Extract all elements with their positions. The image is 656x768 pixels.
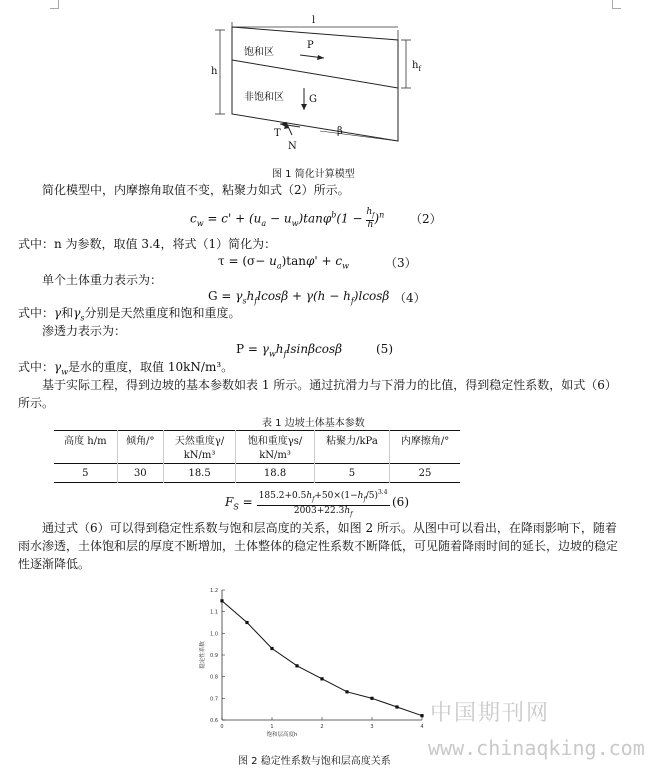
series-line bbox=[222, 601, 422, 716]
equation-6-number: (6) bbox=[392, 495, 409, 509]
x-tick-label: 1 bbox=[270, 724, 274, 730]
data-point bbox=[245, 621, 248, 624]
saturated-zone-label: 饱和区 bbox=[244, 47, 274, 58]
parameters-table bbox=[54, 430, 460, 483]
paragraph-5: 渗透力表示为： bbox=[42, 324, 127, 338]
table-cell: 18.8 bbox=[236, 464, 315, 483]
data-point bbox=[220, 599, 223, 602]
paragraph-1: 简化模型中，内摩擦角取值不变，粘聚力如式（2）所示。 bbox=[42, 183, 350, 197]
label-T: T bbox=[274, 128, 281, 139]
table-header-cell: 粘聚力/kPa bbox=[314, 431, 389, 448]
x-tick-label: 3 bbox=[370, 724, 374, 730]
table-unit-cell bbox=[117, 447, 163, 464]
y-axis-label: 稳定性系数 bbox=[200, 641, 206, 669]
table-cell: 18.5 bbox=[163, 464, 235, 483]
label-hf: $h_f$ bbox=[412, 60, 422, 73]
table-cell: 5 bbox=[54, 464, 117, 483]
table-unit-cell bbox=[54, 447, 117, 464]
y-tick-label: 1.0 bbox=[210, 631, 218, 638]
y-tick-label: 1.2 bbox=[210, 588, 218, 594]
table-header-cell: 倾角/° bbox=[117, 431, 163, 448]
equation-5-number: (5) bbox=[376, 342, 393, 356]
equation-4-number: （4） bbox=[394, 291, 426, 305]
figure-2-caption: 图 2 稳定性系数与饱和层高度关系 bbox=[238, 756, 391, 767]
label-G: G bbox=[309, 94, 317, 105]
table-header-cell: 内摩擦角/° bbox=[400, 435, 450, 447]
table-1-caption: 表 1 边坡土体基本参数 bbox=[262, 418, 365, 429]
paragraph-4: 式中：γ和$\gamma_s$分别是天然重度和饱和重度。 bbox=[18, 306, 241, 323]
x-tick-label: 2 bbox=[320, 724, 324, 730]
equation-3: $\tau = (\sigma- u_a)\tan\varphi' + c_w$ bbox=[218, 254, 349, 271]
table-cell: 30 bbox=[117, 464, 163, 483]
table-cell: 25 bbox=[418, 467, 432, 479]
paragraph-8-line-3: 性逐渐降低。 bbox=[18, 557, 91, 571]
table-cell: 5 bbox=[314, 464, 389, 483]
paragraph-8-line-1: 通过式（6）可以得到稳定性系数与饱和层高度的关系，如图 2 所示。从图中可以看出，在降雨影响下，随着 bbox=[42, 521, 617, 535]
label-l: l bbox=[312, 15, 316, 26]
data-point bbox=[370, 697, 373, 700]
paragraph-7-line-1: 基于实际工程，得到边坡的基本参数如表 1 所示。通过抗滑力与下滑力的比值，得到稳定性系数，如式（6） bbox=[42, 378, 617, 392]
table-header-row bbox=[54, 431, 460, 448]
paragraph-8-line-2: 雨水渗透，土体饱和层的厚度不断增加，土体整体的稳定性系数不断降低，可见随着降雨时间的延长，边坡的稳定 bbox=[18, 539, 619, 553]
equation-4: $G = \gamma_sh_flcos\beta + \gamma(h - h_f)lcos\beta$ bbox=[208, 289, 390, 306]
label-h: h bbox=[211, 66, 218, 77]
y-tick-label: 0.7 bbox=[210, 696, 218, 703]
figure-1-caption: 图 1 简化计算模型 bbox=[272, 169, 355, 180]
paragraph-3: 单个土体重力表示为： bbox=[42, 273, 163, 287]
data-point bbox=[320, 677, 323, 680]
data-point bbox=[295, 664, 298, 667]
corner-mark-left bbox=[50, 0, 59, 9]
paragraph-2: 式中：n 为参数，取值 3.4，将式（1）简化为： bbox=[18, 237, 277, 251]
table-header-cell: 饱和重度γs/ bbox=[236, 431, 315, 448]
table-unit-cell bbox=[314, 447, 389, 464]
watermark-cn: 中国期刊网 bbox=[430, 701, 551, 726]
table-unit-row bbox=[54, 447, 460, 464]
label-N: N bbox=[288, 141, 297, 152]
equation-2: $c_w = c' + (u_a - u_w)\tan\varphi^b(1$ − $\frac{h_f}{h}$ )$^n$ bbox=[190, 207, 385, 230]
table-header-cell: 高度 h/m bbox=[54, 431, 117, 448]
y-tick-label: 0.6 bbox=[210, 718, 218, 724]
equation-5: $P = \gamma_wh_flsin\beta\cos\beta$ bbox=[236, 342, 343, 359]
x-tick-label: 0 bbox=[220, 724, 224, 730]
data-point bbox=[345, 690, 348, 693]
x-tick-label: 4 bbox=[420, 724, 424, 730]
data-point bbox=[395, 705, 398, 708]
equation-6: $F_S$ = $\frac{185.2+0.5h_f+50\times(1-h_f/5)^{3.4}}{2003+22.3h_f}$ bbox=[225, 489, 388, 518]
beta-base-line bbox=[320, 131, 398, 141]
table-header-cell: 天然重度γ/ bbox=[163, 431, 235, 448]
table-unit-cell: kN/m³ bbox=[163, 447, 235, 464]
stability-chart bbox=[190, 582, 440, 742]
table-unit-cell: kN/m³ bbox=[236, 447, 315, 464]
equation-2-number: （2） bbox=[410, 212, 442, 226]
table-row bbox=[54, 464, 460, 483]
y-tick-label: 0.9 bbox=[210, 653, 218, 659]
watermark-url: www.chinaqking.com bbox=[428, 736, 645, 760]
paragraph-6: 式中：$\gamma_w$是水的重度，取值 10kN/m³。 bbox=[18, 360, 234, 377]
x-axis-label: 饱和层高度h bbox=[266, 732, 298, 738]
label-beta: β bbox=[337, 126, 343, 137]
corner-mark-right bbox=[612, 0, 621, 9]
paragraph-7-line-2: 所示。 bbox=[18, 396, 55, 410]
label-P: P bbox=[307, 40, 314, 51]
unsaturated-zone-label: 非饱和区 bbox=[244, 92, 284, 103]
data-point bbox=[270, 647, 273, 650]
data-point bbox=[420, 714, 423, 717]
table-unit-cell bbox=[390, 447, 460, 464]
y-tick-label: 1.1 bbox=[210, 609, 218, 616]
equation-3-number: （3） bbox=[385, 256, 417, 270]
figure-1-diagram bbox=[200, 10, 440, 160]
saturation-boundary bbox=[232, 60, 398, 88]
y-tick-label: 0.8 bbox=[210, 674, 218, 681]
